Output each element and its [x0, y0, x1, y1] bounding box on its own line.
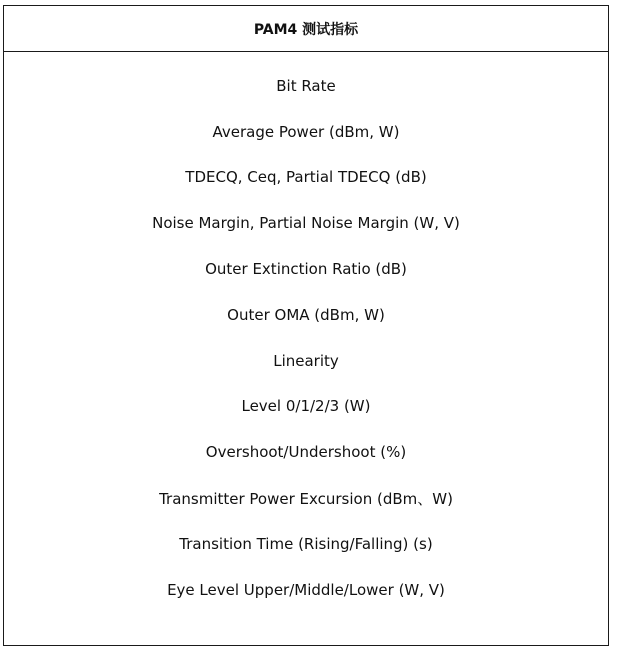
table-row: Transmitter Power Excursion (dBm、W) — [159, 489, 453, 508]
table-row: Eye Level Upper/Middle/Lower (W, V) — [167, 580, 445, 599]
table-row: Level 0/1/2/3 (W) — [241, 397, 371, 416]
table-row: Linearity — [273, 351, 339, 370]
table-row: Overshoot/Undershoot (%) — [205, 443, 407, 462]
table-row: Noise Margin, Partial Noise Margin (W, V) — [152, 214, 460, 233]
table-row: Bit Rate — [276, 76, 336, 95]
table-header: PAM4 测试指标 — [4, 6, 608, 52]
table-row: Transition Time (Rising/Falling) (s) — [179, 534, 433, 553]
table-row: Average Power (dBm, W) — [212, 122, 400, 141]
metrics-table — [3, 5, 609, 646]
table-row: Outer Extinction Ratio (dB) — [205, 260, 407, 279]
table-row: TDECQ, Ceq, Partial TDECQ (dB) — [185, 168, 427, 187]
metrics-list — [4, 52, 608, 613]
table-row: Outer OMA (dBm, W) — [227, 305, 385, 324]
